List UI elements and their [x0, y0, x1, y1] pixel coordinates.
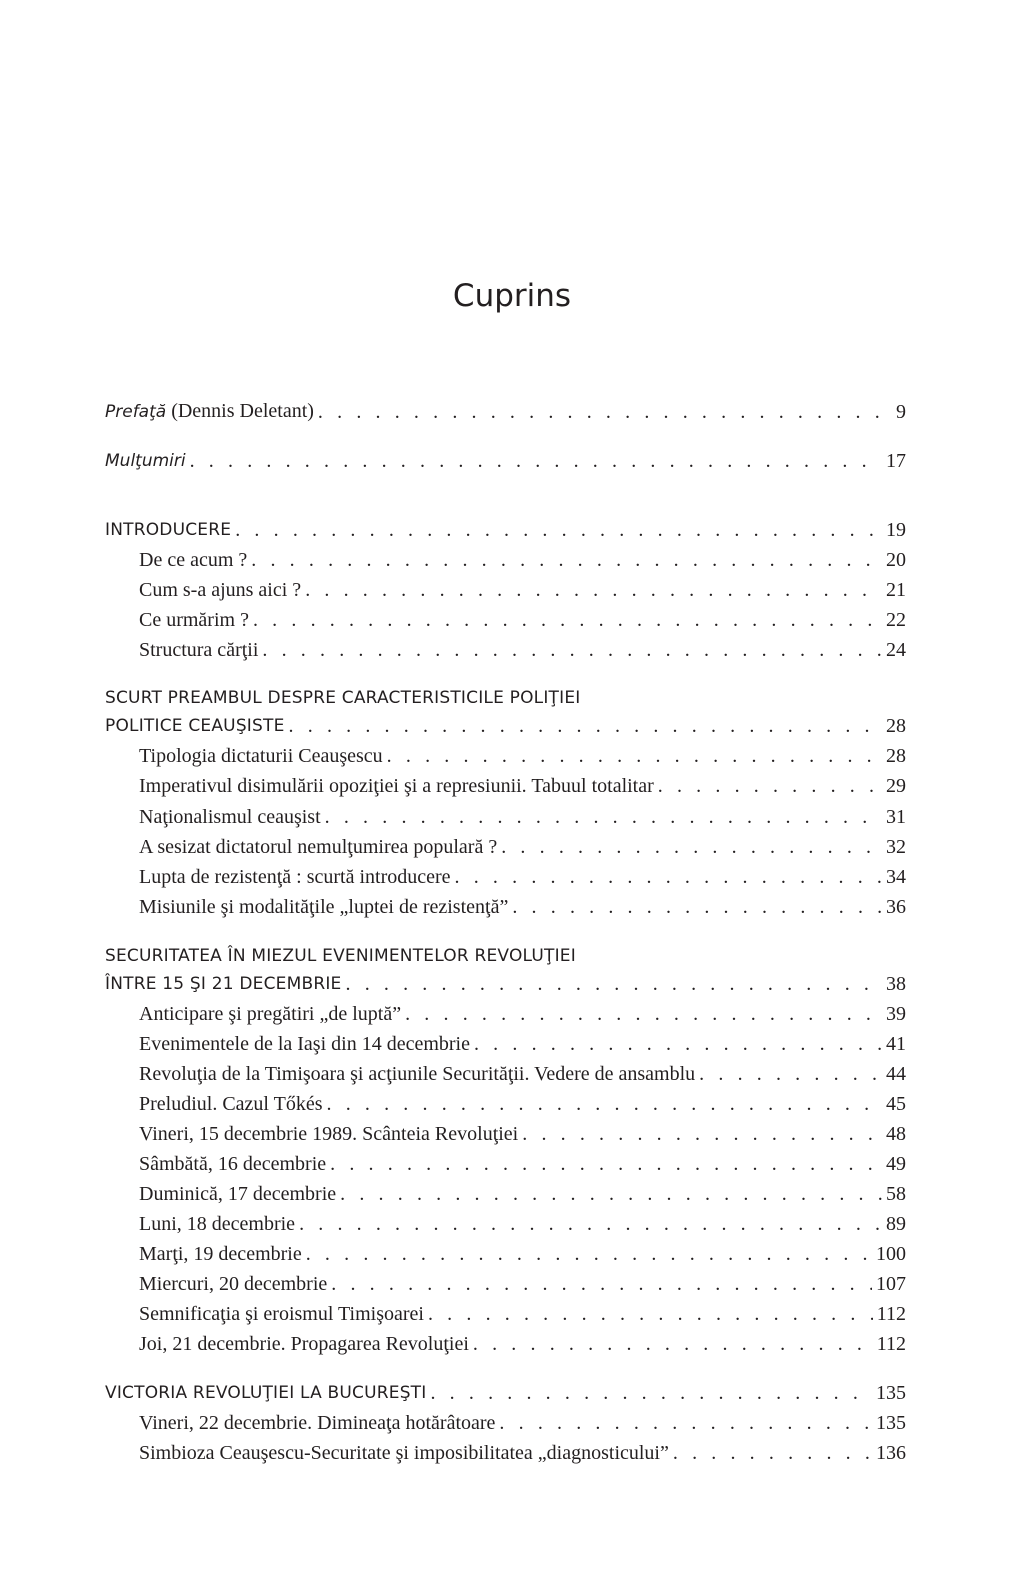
dot-leader	[699, 1059, 882, 1089]
page-number: 21	[886, 579, 906, 601]
dot-leader	[387, 741, 882, 771]
page-number: 112	[876, 1333, 906, 1355]
dot-leader	[289, 711, 882, 741]
dot-leader	[346, 969, 883, 999]
toc-entry[interactable]: Vineri, 22 decembrie. Dimineaţa hotărâtoare . . . 135	[139, 1408, 906, 1438]
page-number: 32	[886, 836, 906, 858]
page-number: 100	[876, 1243, 906, 1265]
page-number: 44	[886, 1063, 906, 1085]
page-number: 45	[886, 1093, 906, 1115]
toc-section-victoria[interactable]: VICTORIA REVOLUŢIEI LA BUCUREŞTI . . . 135	[105, 1378, 906, 1408]
toc-section-heading-line: SECURITATEA ÎN MIEZUL EVENIMENTELOR REVOLUŢIEI	[105, 946, 576, 966]
page-number: 36	[886, 896, 906, 918]
dot-leader	[340, 1179, 882, 1209]
dot-leader	[673, 1438, 872, 1468]
toc-entry[interactable]: Simbioza Ceauşescu-Securitate şi imposibilitatea „diagnosticului” . . . 136	[139, 1438, 906, 1468]
dot-leader	[253, 605, 882, 635]
dot-leader	[499, 1408, 872, 1438]
dot-leader	[330, 1149, 882, 1179]
toc-entry[interactable]: Structura cărţii . . . 24	[139, 635, 906, 665]
toc-entry[interactable]: Cum s-a ajuns aici ? . . . 21	[139, 575, 906, 605]
dot-leader	[474, 1029, 882, 1059]
toc-entry[interactable]: Preludiul. Cazul Tőkés . . . 45	[139, 1089, 906, 1119]
dot-leader	[473, 1329, 873, 1359]
page-number: 28	[886, 745, 906, 767]
toc-entry[interactable]: Imperativul disimulării opoziţiei şi a represiunii. Tabuul totalitar . . . 29	[139, 771, 906, 801]
dot-leader	[251, 545, 882, 575]
toc-entry[interactable]: Joi, 21 decembrie. Propagarea Revoluţiei . . . 112	[139, 1329, 906, 1359]
dot-leader	[305, 575, 882, 605]
toc-entry-acknowledgements[interactable]: Mulţumiri . . . 17	[105, 446, 906, 476]
toc-section-introducere[interactable]: INTRODUCERE . . . 19	[105, 515, 906, 545]
toc-entry[interactable]: Revoluţia de la Timişoara şi acţiunile Securităţii. Vedere de ansamblu . . . 44	[139, 1059, 906, 1089]
page-number: 24	[886, 639, 906, 661]
toc-entry[interactable]: A sesizat dictatorul nemulţumirea populară ? . . . 32	[139, 832, 906, 862]
toc-entry[interactable]: Semnificaţia şi eroismul Timişoarei . . . 112	[139, 1299, 906, 1329]
toc-entry[interactable]: Miercuri, 20 decembrie . . . 107	[139, 1269, 906, 1299]
dot-leader	[428, 1299, 873, 1329]
dot-leader	[325, 802, 882, 832]
dot-leader	[405, 999, 882, 1029]
page-number: 58	[886, 1183, 906, 1205]
dot-leader	[522, 1119, 882, 1149]
page-number: 135	[876, 1382, 906, 1404]
dot-leader	[318, 397, 892, 427]
toc-entry[interactable]: Tipologia dictaturii Ceauşescu . . . 28	[139, 741, 906, 771]
page-number: 28	[886, 715, 906, 737]
page-number: 29	[886, 775, 906, 797]
page-number: 17	[886, 450, 906, 472]
page-number: 39	[886, 1003, 906, 1025]
dot-leader	[235, 515, 882, 545]
dot-leader	[512, 892, 882, 922]
page-number: 107	[876, 1273, 906, 1295]
dot-leader	[455, 862, 882, 892]
toc-entry[interactable]: Marţi, 19 decembrie . . . 100	[139, 1239, 906, 1269]
toc-entry[interactable]: Evenimentele de la Iaşi din 14 decembrie . . . 41	[139, 1029, 906, 1059]
page-number: 135	[876, 1412, 906, 1434]
toc-entry[interactable]: Naţionalismul ceauşist . . . 31	[139, 802, 906, 832]
dot-leader	[430, 1378, 872, 1408]
page-title: Cuprins	[452, 278, 572, 314]
dot-leader	[306, 1239, 872, 1269]
page-number: 41	[886, 1033, 906, 1055]
page-number: 89	[886, 1213, 906, 1235]
dot-leader	[299, 1209, 882, 1239]
toc-entry[interactable]: De ce acum ? . . . 20	[139, 545, 906, 575]
toc-entry[interactable]: Anticipare şi pregătiri „de luptă” . . . 39	[139, 999, 906, 1029]
toc-section-heading-line: SCURT PREAMBUL DESPRE CARACTERISTICILE POLIŢIEI	[105, 688, 581, 708]
toc-entry[interactable]: Misiunile şi modalităţile „luptei de rezistenţă” . . . 36	[139, 892, 906, 922]
toc-section-preambul[interactable]: POLITICE CEAUŞISTE . . . 28	[105, 711, 906, 741]
page-number: 49	[886, 1153, 906, 1175]
toc-entry[interactable]: Lupta de rezistenţă : scurtă introducere . . . 34	[139, 862, 906, 892]
page-number: 19	[886, 519, 906, 541]
toc-section-securitatea[interactable]: ÎNTRE 15 ŞI 21 DECEMBRIE . . . 38	[105, 969, 906, 999]
page-number: 48	[886, 1123, 906, 1145]
page-number: 112	[876, 1303, 906, 1325]
page-number: 136	[876, 1442, 906, 1464]
dot-leader	[658, 771, 882, 801]
toc-entry[interactable]: Ce urmărim ? . . . 22	[139, 605, 906, 635]
dot-leader	[501, 832, 882, 862]
dot-leader	[331, 1269, 872, 1299]
page-number: 38	[886, 973, 906, 995]
dot-leader	[262, 635, 882, 665]
page-number: 31	[886, 806, 906, 828]
dot-leader	[190, 446, 882, 476]
toc-entry-preface[interactable]: Prefaţă (Dennis Deletant) . . . 9	[105, 397, 906, 427]
dot-leader	[327, 1089, 883, 1119]
toc-entry[interactable]: Sâmbătă, 16 decembrie . . . 49	[139, 1149, 906, 1179]
toc-entry[interactable]: Vineri, 15 decembrie 1989. Scânteia Revoluţiei . . . 48	[139, 1119, 906, 1149]
page-number: 9	[896, 401, 906, 423]
page-number: 22	[886, 609, 906, 631]
page-number: 34	[886, 866, 906, 888]
page-number: 20	[886, 549, 906, 571]
toc-entry[interactable]: Duminică, 17 decembrie . . . 58	[139, 1179, 906, 1209]
toc-entry[interactable]: Luni, 18 decembrie . . . 89	[139, 1209, 906, 1239]
